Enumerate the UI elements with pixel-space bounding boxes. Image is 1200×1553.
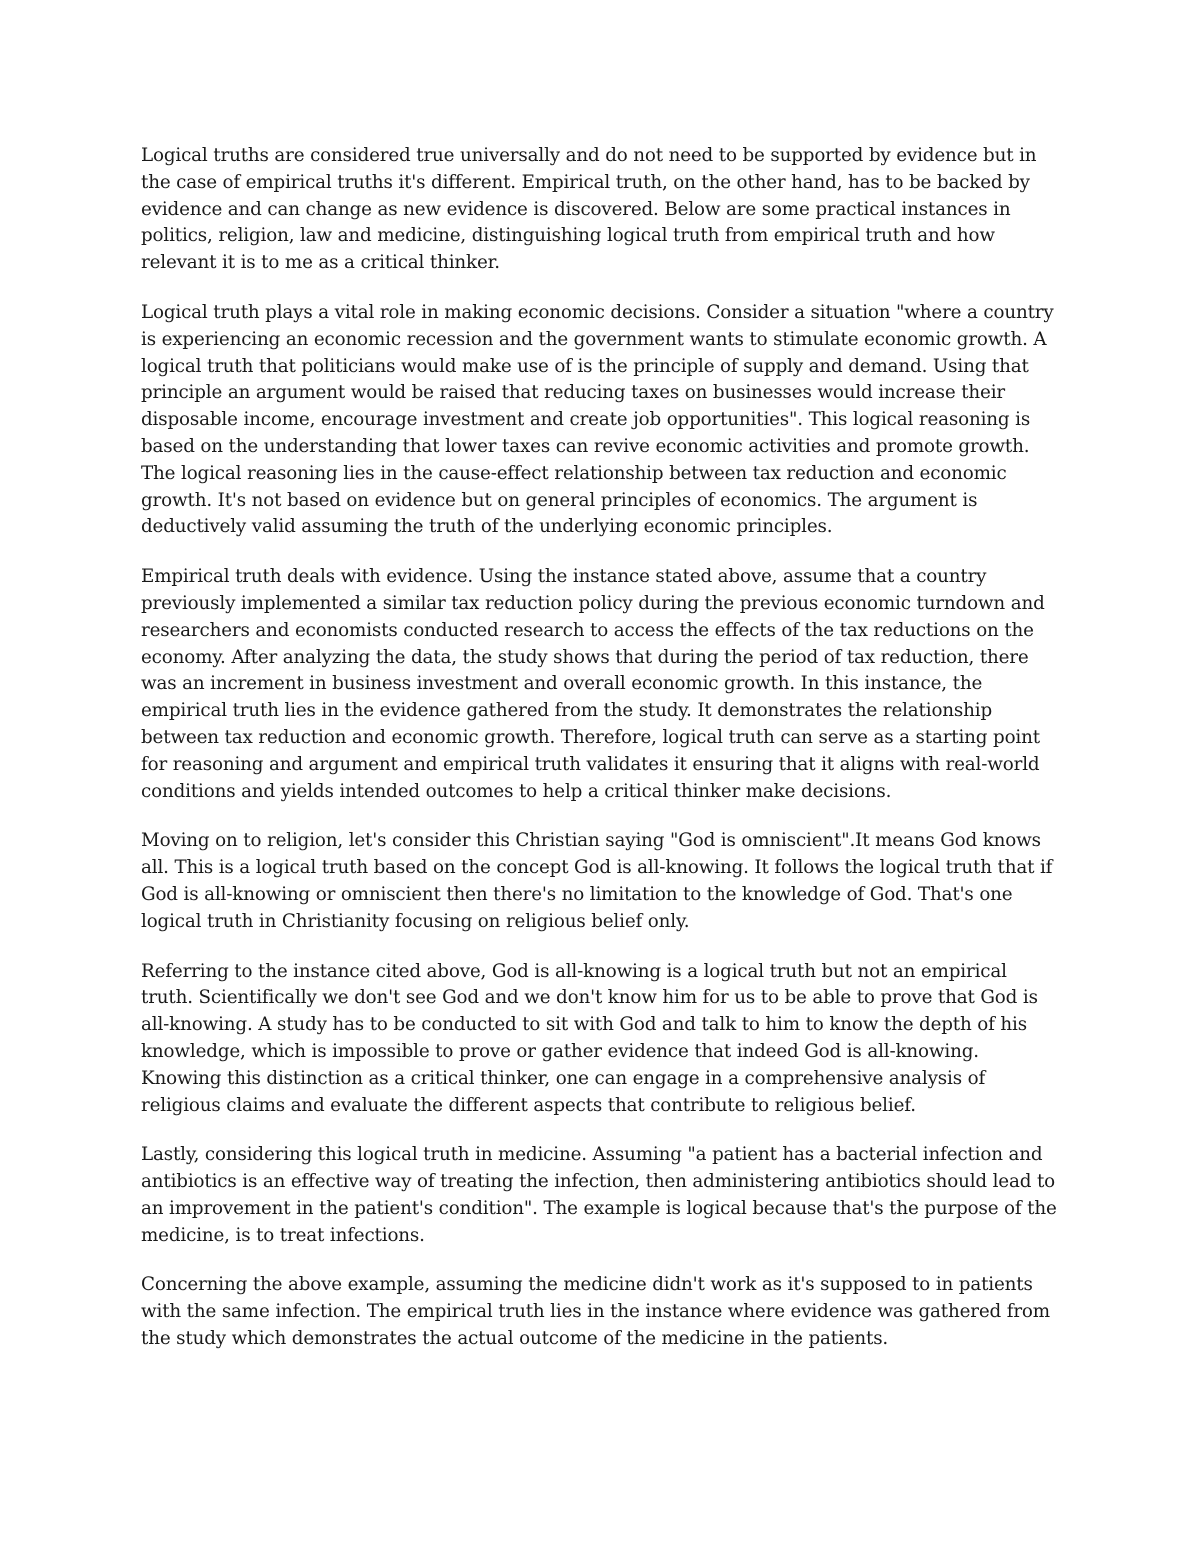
paragraph-empirical-truth-religion: Referring to the instance cited above, God is all-knowing is a logical truth but not an empirical truth. Scientifically we don't see God and we don't know him for us to be able to prove that God is all-knowing. A study has to be conducted to sit with God and talk to him to know the depth of his knowledge, which is impossible to prove or gather evidence that indeed God is all-knowing. Knowing this distinction as a critical thinker, one can engage in a comprehensive analysis of religious claims and evaluate the different aspects that contribute to religious belief. [141, 960, 1038, 1116]
paragraph-introduction: Logical truths are considered true universally and do not need to be supported by evidence but in the case of empirical truths it's different. Empirical truth, on the other hand, has to be backed by evidence and can change as new evidence is discovered. Below are some practical instances in politics, religion, law and medicine, distinguishing logical truth from empirical truth and how relevant it is to me as a critical thinker. [141, 145, 1037, 274]
paragraph-empirical-truth-economics: Empirical truth deals with evidence. Using the instance stated above, assume that a country previously implemented a similar tax reduction policy during the previous economic turndown and researchers and economists conducted research to access the effects of the tax reductions on the economy. After analyzing the data, the study shows that during the period of tax reduction, there was an increment in business investment and overall economic growth. In this instance, the empirical truth lies in the evidence gathered from the study. It demonstrates the relationship between tax reduction and economic growth. Therefore, logical truth can serve as a starting point for reasoning and argument and empirical truth validates it ensuring that it aligns with real-world conditions and yields intended outcomes to help a critical thinker make decisions. [141, 566, 1045, 802]
paragraph-empirical-truth-medicine: Concerning the above example, assuming the medicine didn't work as it's supposed to in patients with the same infection. The empirical truth lies in the instance where evidence was gathered from the study which demonstrates the actual outcome of the medicine in the patients. [141, 1274, 1050, 1350]
document-body [141, 143, 1061, 1376]
paragraph-logical-truth-medicine: Lastly, considering this logical truth in medicine. Assuming "a patient has a bacterial infection and antibiotics is an effective way of treating the infection, then administering antibiotics should lead to an improvement in the patient's condition". The example is logical because that's the purpose of the medicine, is to treat infections. [141, 1144, 1057, 1246]
paragraph-logical-truth-economics: Logical truth plays a vital role in making economic decisions. Consider a situation "where a country is experiencing an economic recession and the government wants to stimulate economic growth. A logical truth that politicians would make use of is the principle of supply and demand. Using that principle an argument would be raised that reducing taxes on businesses would increase their disposable income, encourage investment and create job opportunities". This logical reasoning is based on the understanding that lower taxes can revive economic activities and promote growth. The logical reasoning lies in the cause-effect relationship between tax reduction and economic growth. It's not based on evidence but on general principles of economics. The argument is deductively valid assuming the truth of the underlying economic principles. [141, 301, 1054, 538]
paragraph-logical-truth-religion: Moving on to religion, let's consider this Christian saying "God is omniscient".It means God knows all. This is a logical truth based on the concept God is all-knowing. It follows the logical truth that if God is all-knowing or omniscient then there's no limitation to the knowledge of God. That's one logical truth in Christianity focusing on religious belief only. [141, 830, 1053, 932]
